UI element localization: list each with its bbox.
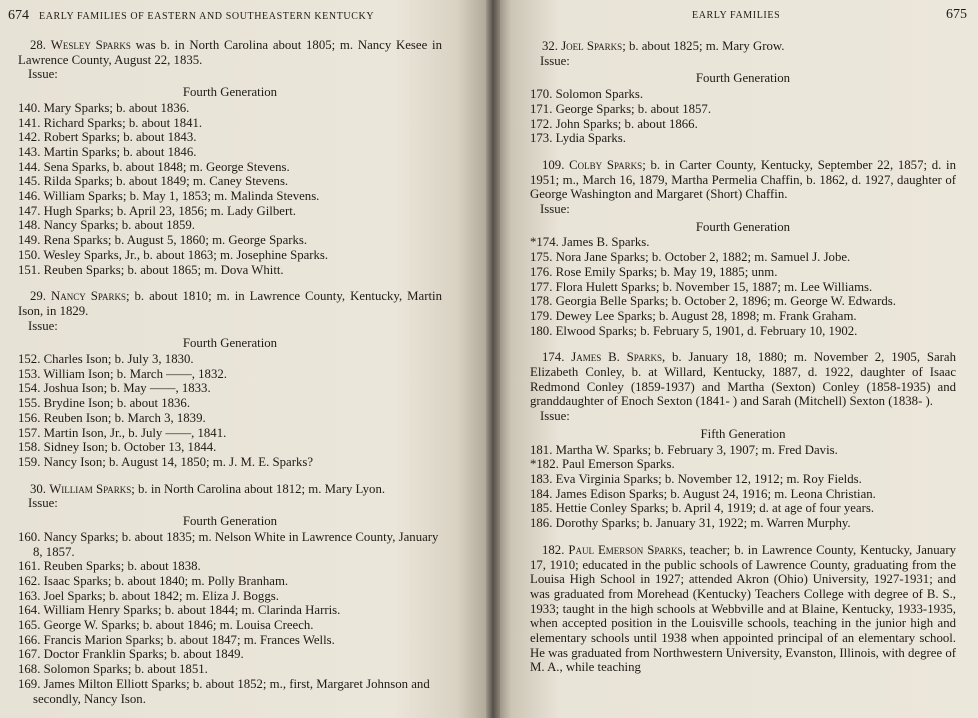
section-gap <box>530 146 956 158</box>
child-entry: 184. James Edison Sparks; b. August 24, 1916; m. Leona Christian. <box>530 486 876 501</box>
family-paragraph <box>18 482 442 497</box>
issue-label: Issue: <box>540 202 570 217</box>
child-entry: 154. Joshua Ison; b. May ——, 1833. <box>18 381 211 396</box>
paragraph-text: , b. January 18, 1880; m. November 2, 1905, Sarah Elizabeth Conley, b. at Willard, Kentucky, 1887, d. 1922, daughter of Isaac Redmond Conley (1859-1937) and Martha (Sexton) Conley (1858-1935) and granddaughter of Enoch Sexton (1841- ) and Sarah (Mitchell) Sexton (1838- ). <box>530 350 956 409</box>
generation-heading: Fifth Generation <box>700 426 786 441</box>
child-entry: 186. Dorothy Sparks; b. January 31, 1922; m. Warren Murphy. <box>530 516 851 531</box>
paragraph-text: ; b. about 1825; m. Mary Grow. <box>622 39 785 53</box>
paragraph-text: , teacher; b. in Lawrence County, Kentucky, January 17, 1910; educated in the public schools of Lawrence County, graduating from the Louisa High School in 1927; attended Akron (Ohio) University, 1927-1931; and was graduated from Morehead (Kentucky) Teachers College with degree of B. S., 1933; taught in the high schools at Webbville and at Blaine, Kentucky, 1933-1935, when accepted position in the Louisville schools, teaching in the junior high and elementary schools until 1938 when appointed principal of an elementary school. He was graduated from Northwestern University, Evanston, Illinois, with degree of M. A., while teaching <box>530 542 957 675</box>
right-page-number: 675 <box>946 7 967 22</box>
child-entry: 140. Mary Sparks; b. about 1836. <box>18 100 190 115</box>
family-head-name: Nancy Sparks <box>50 289 126 304</box>
child-entry: 146. William Sparks; b. May 1, 1853; m. Malinda Stevens. <box>18 189 320 204</box>
child-entry: 141. Richard Sparks; b. about 1841. <box>18 115 203 130</box>
child-entry: 144. Sena Sparks, b. about 1848; m. George Stevens. <box>18 159 290 174</box>
right-running-title: EARLY FAMILIES <box>692 10 781 21</box>
paragraph-text: ; b. in Carter County, Kentucky, September 22, 1857; d. in 1951; m., March 16, 1879, Martha Permelia Chaffin, b. 1862, d. 1927, daughter of George Washington and Margaret (Short) Chaffin. <box>530 157 956 202</box>
left-page-number: 674 <box>8 8 29 23</box>
child-entry: 157. Martin Ison, Jr., b. July ——, 1841. <box>18 425 227 440</box>
issue-label: Issue: <box>540 53 570 68</box>
generation-heading: Fourth Generation <box>182 336 278 351</box>
child-entry: 176. Rose Emily Sparks; b. May 19, 1885; unm. <box>530 264 778 279</box>
paragraph-number: 30. <box>30 481 46 496</box>
paragraph-number: 29. <box>30 289 46 304</box>
child-entry: 147. Hugh Sparks; b. April 23, 1856; m. Lady Gilbert. <box>18 203 296 218</box>
child-entry: 161. Reuben Sparks; b. about 1838. <box>18 559 201 574</box>
child-entry: 163. Joel Sparks; b. about 1842; m. Eliza J. Boggs. <box>18 588 279 603</box>
child-entry: *174. James B. Sparks. <box>530 235 650 250</box>
child-entry: 164. William Henry Sparks; b. about 1844; m. Clarinda Harris. <box>18 603 341 618</box>
child-entry: 148. Nancy Sparks; b. about 1859. <box>18 218 196 233</box>
child-entry: 165. George W. Sparks; b. about 1846; m. Louisa Creech. <box>18 618 314 633</box>
child-entry: 173. Lydia Sparks. <box>530 131 626 146</box>
child-entry: 185. Hettie Conley Sparks; b. April 4, 1919; d. at age of four years. <box>530 501 875 516</box>
issue-label: Issue: <box>28 318 58 333</box>
child-entry: 179. Dewey Lee Sparks; b. August 28, 1898; m. Frank Graham. <box>530 308 857 323</box>
paragraph-number: 28. <box>30 38 46 52</box>
child-entry: 178. Georgia Belle Sparks; b. October 2, 1896; m. George W. Edwards. <box>530 294 896 309</box>
child-entry: 177. Flora Hulett Sparks; b. November 15, 1887; m. Lee Williams. <box>530 279 873 294</box>
child-entry: 162. Isaac Sparks; b. about 1840; m. Polly Branham. <box>18 573 289 588</box>
child-entry: 171. George Sparks; b. about 1857. <box>530 101 712 116</box>
section-gap <box>530 531 956 543</box>
child-entry: 155. Brydine Ison; b. about 1836. <box>18 396 191 411</box>
child-entry: 167. Doctor Franklin Sparks; b. about 1849. <box>18 647 244 662</box>
section-gap <box>18 277 442 289</box>
left-running-head <box>8 7 374 24</box>
right-page-text <box>530 39 956 675</box>
generation-heading: Fourth Generation <box>695 71 791 86</box>
paragraph-number: 174. <box>542 350 565 365</box>
generation-heading: Fourth Generation <box>695 219 791 234</box>
child-entry: 172. John Sparks; b. about 1866. <box>530 116 698 131</box>
child-entry: 149. Rena Sparks; b. August 5, 1860; m. George Sparks. <box>18 233 308 248</box>
paragraph-text: ; b. in North Carolina about 1812; m. Mary Lyon. <box>131 481 386 496</box>
child-entry: 159. Nancy Ison; b. August 14, 1850; m. J. M. E. Sparks? <box>18 454 314 469</box>
left-running-title: EARLY FAMILIES OF EASTERN AND SOUTHEASTERN KENTUCKY <box>39 11 375 22</box>
child-entry: 153. William Ison; b. March ——, 1832. <box>18 366 227 381</box>
paragraph-text: ; b. about 1810; m. in Lawrence County, Kentucky, Martin Ison, in 1829. <box>18 289 442 318</box>
child-entry: 168. Solomon Sparks; b. about 1851. <box>18 662 208 677</box>
issue-label: Issue: <box>540 409 570 424</box>
child-entry: 170. Solomon Sparks. <box>530 87 644 102</box>
issue-label: Issue: <box>28 496 58 511</box>
family-head-name: James B. Sparks <box>571 350 662 365</box>
family-paragraph <box>530 543 956 675</box>
child-entry: 166. Francis Marion Sparks; b. about 1847; m. Frances Wells. <box>18 632 335 647</box>
family-paragraph <box>530 158 956 202</box>
child-entry: 175. Nora Jane Sparks; b. October 2, 1882; m. Samuel J. Jobe. <box>530 250 851 265</box>
child-entry: 160. Nancy Sparks; b. about 1835; m. Nelson White in Lawrence County, January 8, 1857. <box>18 529 439 559</box>
generation-heading: Fourth Generation <box>182 85 278 100</box>
family-head-name: Wesley Sparks <box>50 38 131 52</box>
family-paragraph <box>18 38 442 67</box>
section-gap <box>18 470 442 482</box>
child-entry: 156. Reuben Ison; b. March 3, 1839. <box>18 410 206 425</box>
family-paragraph <box>18 289 442 318</box>
child-entry: 151. Reuben Sparks; b. about 1865; m. Dova Whitt. <box>18 262 284 277</box>
paragraph-number: 182. <box>542 542 565 557</box>
child-entry: 150. Wesley Sparks, Jr., b. about 1863; m. Josephine Sparks. <box>18 247 329 262</box>
paragraph-number: 32. <box>542 39 558 53</box>
family-head-name: Joel Sparks <box>561 39 623 53</box>
child-entry: 180. Elwood Sparks; b. February 5, 1901, d. February 10, 1902. <box>530 323 858 338</box>
family-head-name: Colby Sparks <box>569 157 643 172</box>
child-entry: 145. Rilda Sparks; b. about 1849; m. Caney Stevens. <box>18 174 289 189</box>
left-page-text <box>18 38 442 706</box>
family-head-name: William Sparks <box>49 481 132 496</box>
family-paragraph <box>530 350 956 409</box>
child-entry: 183. Eva Virginia Sparks; b. November 12, 1912; m. Roy Fields. <box>530 471 862 486</box>
child-entry: 143. Martin Sparks; b. about 1846. <box>18 144 197 159</box>
child-entry: 142. Robert Sparks; b. about 1843. <box>18 130 197 145</box>
child-entry: 152. Charles Ison; b. July 3, 1830. <box>18 352 194 367</box>
book-gutter <box>486 0 500 718</box>
paragraph-number: 109. <box>542 157 565 172</box>
family-head-name: Paul Emerson Sparks <box>568 542 683 557</box>
generation-heading: Fourth Generation <box>182 514 278 529</box>
child-entry: 181. Martha W. Sparks; b. February 3, 1907; m. Fred Davis. <box>530 442 838 457</box>
child-entry: 158. Sidney Ison; b. October 13, 1844. <box>18 440 217 455</box>
issue-label: Issue: <box>28 67 58 82</box>
child-entry: 169. James Milton Elliott Sparks; b. about 1852; m., first, Margaret Johnson and secondly, Nancy Ison. <box>18 676 430 706</box>
child-entry: *182. Paul Emerson Sparks. <box>530 457 675 472</box>
right-page <box>492 0 978 718</box>
family-paragraph <box>530 39 956 54</box>
section-gap <box>530 338 956 350</box>
paragraph-text: was b. in North Carolina about 1805; m. Nancy Kesee in Lawrence County, August 22, 1835. <box>18 38 442 67</box>
